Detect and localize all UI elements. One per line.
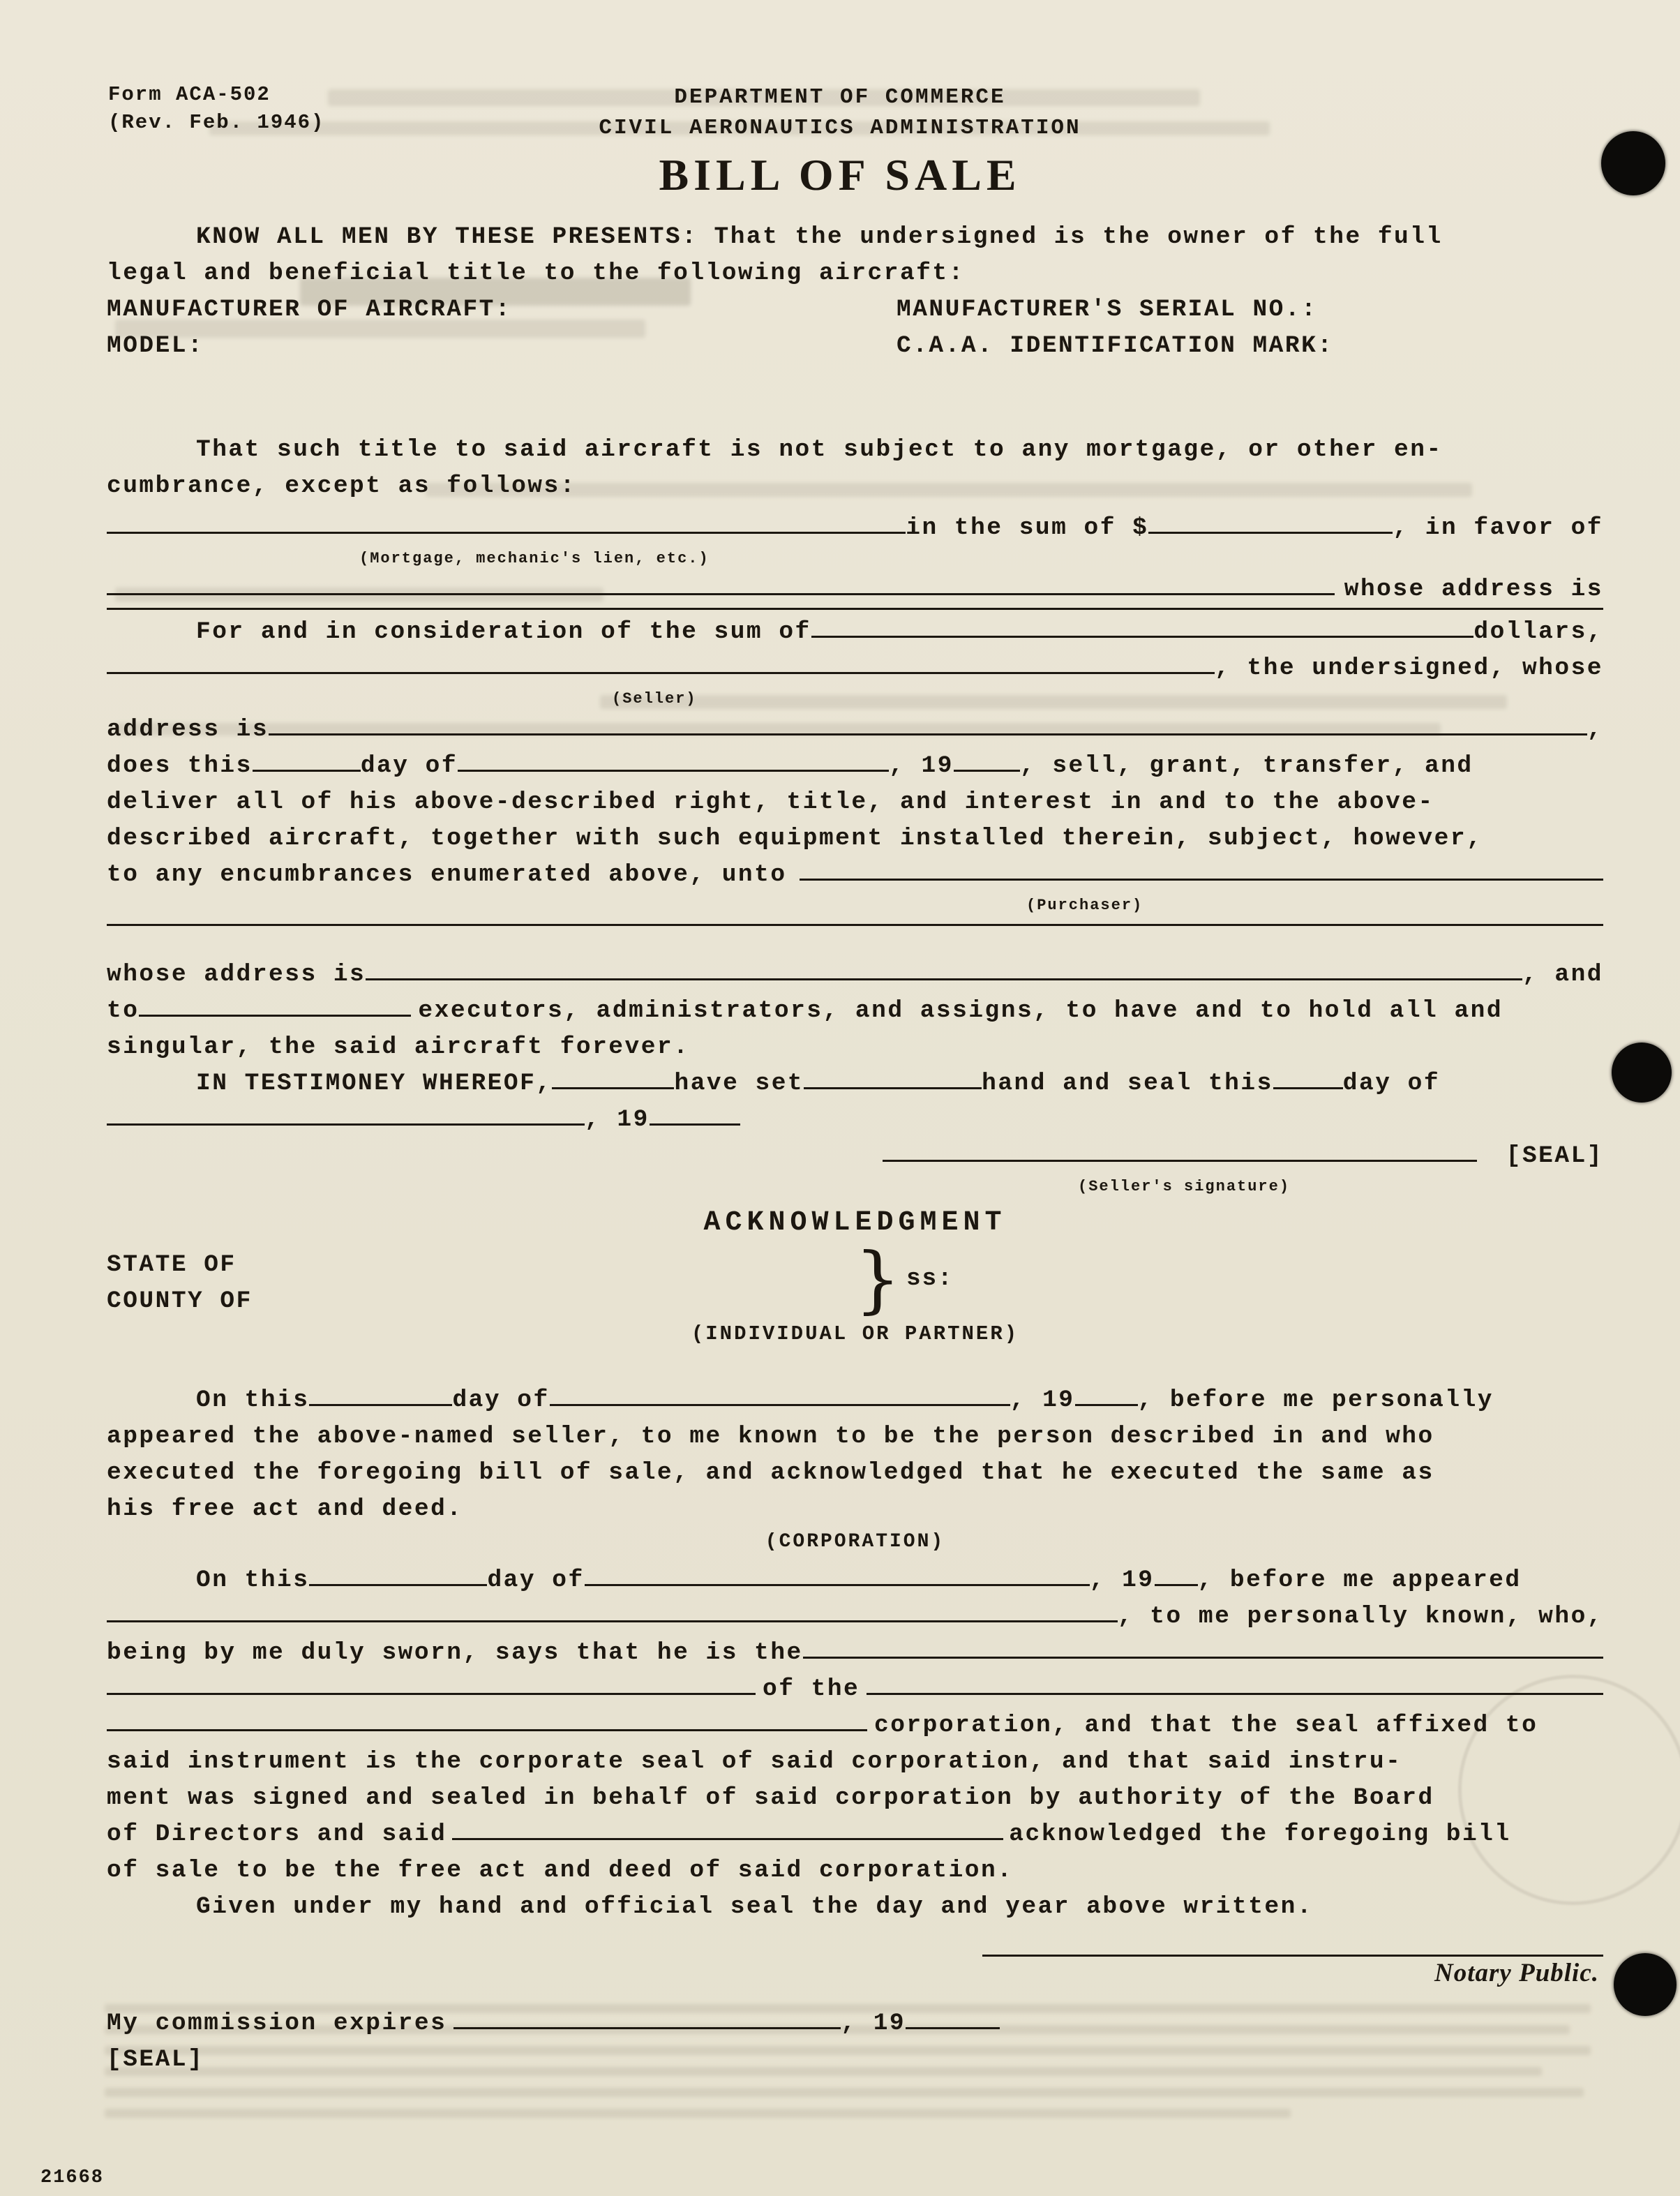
address-is-label: address is xyxy=(107,716,269,743)
individual-ack-line-3: executed the foregoing bill of sale, and acknowledged that he executed the same as xyxy=(107,1459,1434,1486)
blank-mortgagee-address xyxy=(107,608,1603,610)
blank-corp-signatory xyxy=(452,1838,1003,1840)
aircraft-labels-row-1 xyxy=(107,292,1603,328)
individual-partner-caption: (INDIVIDUAL OR PARTNER) xyxy=(691,1322,1019,1345)
given-line: Given under my hand and official seal the day and year above written. xyxy=(196,1893,1314,1920)
singular-line: singular, the said aircraft forever. xyxy=(107,1033,690,1061)
corp-of-the-label: of the xyxy=(763,1675,860,1703)
blank-testimony-whose xyxy=(804,1087,982,1089)
corp-corporation-row xyxy=(107,1708,1603,1744)
notary-public-label: Notary Public. xyxy=(1434,1959,1599,1987)
ss-label: ss: xyxy=(906,1266,954,1292)
in-favor-of-label: , in favor of xyxy=(1393,514,1603,541)
comma-and-label: , and xyxy=(1522,961,1603,988)
blank-purchaser-continuation xyxy=(107,924,1603,926)
commission-row xyxy=(107,2005,1603,2042)
mortgage-caption: (Mortgage, mechanic's lien, etc.) xyxy=(359,550,710,567)
blank-corp-day xyxy=(309,1584,487,1586)
administration-name: CIVIL AERONAUTICS ADMINISTRATION xyxy=(599,116,1081,140)
corp-sworn-row xyxy=(107,1635,1603,1671)
form-body xyxy=(107,219,1603,2078)
hand-seal-label: hand and seal this xyxy=(982,1070,1273,1097)
corp-directors-row xyxy=(107,1816,1603,1853)
serial-number-label: MANUFACTURER'S SERIAL NO.: xyxy=(897,296,1318,323)
corp-known-label: , to me personally known, who, xyxy=(1117,1603,1603,1630)
commission-label: My commission expires xyxy=(107,2010,447,2037)
intro-line-1: KNOW ALL MEN BY THESE PRESENTS: That the undersigned is the owner of the full xyxy=(196,223,1443,251)
corp-19-label: , 19 xyxy=(1089,1567,1155,1594)
sell-grant-label: , sell, grant, transfer, and xyxy=(1019,752,1473,779)
individual-ack-line-4: his free act and deed. xyxy=(107,1495,463,1523)
corp-on-this-label: On this xyxy=(196,1567,310,1594)
deliver-line: deliver all of his above-described right, title, and interest in and to the above- xyxy=(107,789,1434,816)
ind-before-label: , before me personally xyxy=(1137,1387,1494,1414)
corp-line-8: of sale to be the free act and deed of said corporation. xyxy=(107,1857,1014,1884)
encumbrance-sum-row xyxy=(107,510,1603,546)
purchaser-address-row xyxy=(107,957,1603,993)
blank-ind-month xyxy=(550,1404,1010,1406)
blank-ind-day xyxy=(309,1404,452,1406)
whose-address-label-2: whose address is xyxy=(107,961,366,988)
blank-testimony-year xyxy=(650,1123,740,1126)
blank-seller-name xyxy=(107,672,1215,674)
bleedthrough-artifact xyxy=(105,2088,1584,2097)
day-of-label: day of xyxy=(360,752,458,779)
seal-tag: [SEAL] xyxy=(1506,1142,1603,1170)
described-line: described aircraft, together with such equipment installed therein, subject, however, xyxy=(107,825,1483,852)
corp-directors-label: of Directors and said xyxy=(107,1821,447,1848)
ss-brace-group xyxy=(855,1237,954,1322)
corp-day-of-label: day of xyxy=(487,1567,585,1594)
blank-sum-amount xyxy=(1148,532,1393,534)
blank-corp-title-2 xyxy=(107,1693,756,1695)
have-set-label: have set xyxy=(674,1070,804,1097)
blank-commission-date xyxy=(453,2027,841,2029)
in-sum-of-label: in the sum of $ xyxy=(906,514,1149,541)
blank-testimony-day xyxy=(1273,1087,1343,1089)
department-name: DEPARTMENT OF COMMERCE xyxy=(674,85,1006,110)
bleedthrough-artifact xyxy=(105,2109,1291,2118)
state-of-label: STATE OF xyxy=(107,1251,237,1278)
whose-address-label: whose address is xyxy=(1344,576,1603,603)
corp-line-6: ment was signed and sealed in behalf of said corporation by authority of the Board xyxy=(107,1784,1434,1812)
undersigned-label: , the undersigned, whose xyxy=(1215,655,1603,682)
blank-corp-title xyxy=(803,1657,1603,1659)
individual-ack-date-row xyxy=(107,1382,1603,1419)
encumbrance-line-2: cumbrance, except as follows: xyxy=(107,472,576,500)
whereof-label: IN TESTIMONEY WHEREOF, xyxy=(196,1070,553,1097)
purchaser-caption: (Purchaser) xyxy=(1026,897,1143,914)
plate-number: 21668 xyxy=(40,2167,105,2188)
blank-corp-officer-name xyxy=(107,1620,1118,1622)
year-19-label-2: , 19 xyxy=(585,1106,650,1133)
punch-hole xyxy=(1614,1953,1677,2016)
ind-19-label: , 19 xyxy=(1010,1387,1075,1414)
blank-sale-day xyxy=(253,770,361,772)
signature-caption: (Seller's signature) xyxy=(1078,1178,1291,1195)
day-of-label-2: day of xyxy=(1342,1070,1441,1097)
purchaser-row xyxy=(107,857,1603,893)
mortgagee-address-blank-row xyxy=(107,608,1603,610)
corp-corporation-label: corporation, and that the seal affixed to xyxy=(874,1712,1538,1739)
executors-label: executors, administrators, and assigns, to have and to hold all and xyxy=(418,997,1503,1024)
blank-consideration-amount xyxy=(811,636,1474,638)
blank-sale-year xyxy=(954,770,1020,772)
blank-heirs xyxy=(139,1015,411,1017)
corporation-ack-date-row xyxy=(107,1562,1603,1599)
corp-line-5: said instrument is the corporate seal of said corporation, and that said instru- xyxy=(107,1748,1402,1775)
corporation-caption: (CORPORATION) xyxy=(765,1531,945,1553)
testimony-row xyxy=(107,1066,1603,1102)
blank-corp-month xyxy=(585,1584,1090,1586)
corp-sworn-label: being by me duly sworn, says that he is the xyxy=(107,1639,803,1666)
does-this-label: does this xyxy=(107,752,253,779)
blank-testimony-month xyxy=(107,1123,585,1126)
blank-purchaser-address xyxy=(366,978,1522,980)
commission-19-label: , 19 xyxy=(841,2010,906,2037)
blank-ind-year xyxy=(1075,1404,1138,1406)
blank-commission-year xyxy=(906,2027,1000,2029)
blank-seller-address xyxy=(269,733,1587,735)
seller-name-row xyxy=(107,650,1603,687)
blank-corp-name-2 xyxy=(107,1729,867,1731)
to-label: to xyxy=(107,997,140,1024)
blank-testimony-party xyxy=(552,1087,674,1089)
document-title: BILL OF SALE xyxy=(659,150,1021,200)
encumbrance-line-1: That such title to said aircraft is not subject to any mortgage, or other en- xyxy=(196,436,1443,463)
seller-caption: (Seller) xyxy=(612,690,697,708)
ind-on-this-label: On this xyxy=(196,1387,310,1414)
corp-officer-row xyxy=(107,1599,1603,1635)
caa-identification-label: C.A.A. IDENTIFICATION MARK: xyxy=(897,332,1334,359)
model-label: MODEL: xyxy=(107,332,204,359)
brace-glyph: } xyxy=(855,1237,901,1322)
dollars-label: dollars, xyxy=(1473,618,1603,645)
consideration-label: For and in consideration of the sum of xyxy=(196,618,811,645)
blank-mortgagee-name xyxy=(107,593,1335,595)
blank-corp-name xyxy=(867,1693,1603,1695)
ind-day-of-label: day of xyxy=(452,1387,550,1414)
corp-acknowledged-label: acknowledged the foregoing bill xyxy=(1009,1821,1511,1848)
executors-row xyxy=(107,993,1603,1029)
purchaser-continuation-row xyxy=(107,924,1603,926)
blank-corp-year xyxy=(1155,1584,1198,1586)
agency-header xyxy=(0,82,1680,144)
consideration-row xyxy=(107,614,1603,650)
blank-seller-signature xyxy=(883,1160,1477,1162)
blank-purchaser-name xyxy=(800,879,1603,881)
acknowledgment-heading: ACKNOWLEDGMENT xyxy=(703,1207,1007,1239)
seller-address-row xyxy=(107,712,1603,748)
corp-of-the-row xyxy=(107,1671,1603,1708)
punch-hole xyxy=(1612,1043,1672,1103)
testimony-date-row xyxy=(107,1102,1603,1138)
blank-sale-month xyxy=(458,770,889,772)
corp-before-label: , before me appeared xyxy=(1197,1567,1522,1594)
aircraft-labels-row-2 xyxy=(107,328,1603,364)
intro-line-2: legal and beneficial title to the following aircraft: xyxy=(107,260,965,287)
year-19-label: , 19 xyxy=(889,752,954,779)
seller-signature-row xyxy=(107,1138,1603,1174)
manufacturer-label: MANUFACTURER OF AIRCRAFT: xyxy=(107,296,512,323)
blank-mortgage-holder xyxy=(107,532,906,534)
venue-block xyxy=(107,1237,1603,1322)
sale-date-row xyxy=(107,748,1603,784)
form-revision: (Rev. Feb. 1946) xyxy=(108,111,325,134)
notary-seal-tag: [SEAL] xyxy=(107,2046,204,2073)
form-number: Form ACA-502 xyxy=(108,83,271,106)
county-of-label: COUNTY OF xyxy=(107,1287,253,1315)
mortgagee-address-row xyxy=(107,572,1603,608)
unto-label: to any encumbrances enumerated above, unto xyxy=(107,861,787,888)
individual-ack-line-2: appeared the above-named seller, to me known to be the person described in and who xyxy=(107,1423,1434,1450)
trailing-comma: , xyxy=(1587,716,1603,743)
